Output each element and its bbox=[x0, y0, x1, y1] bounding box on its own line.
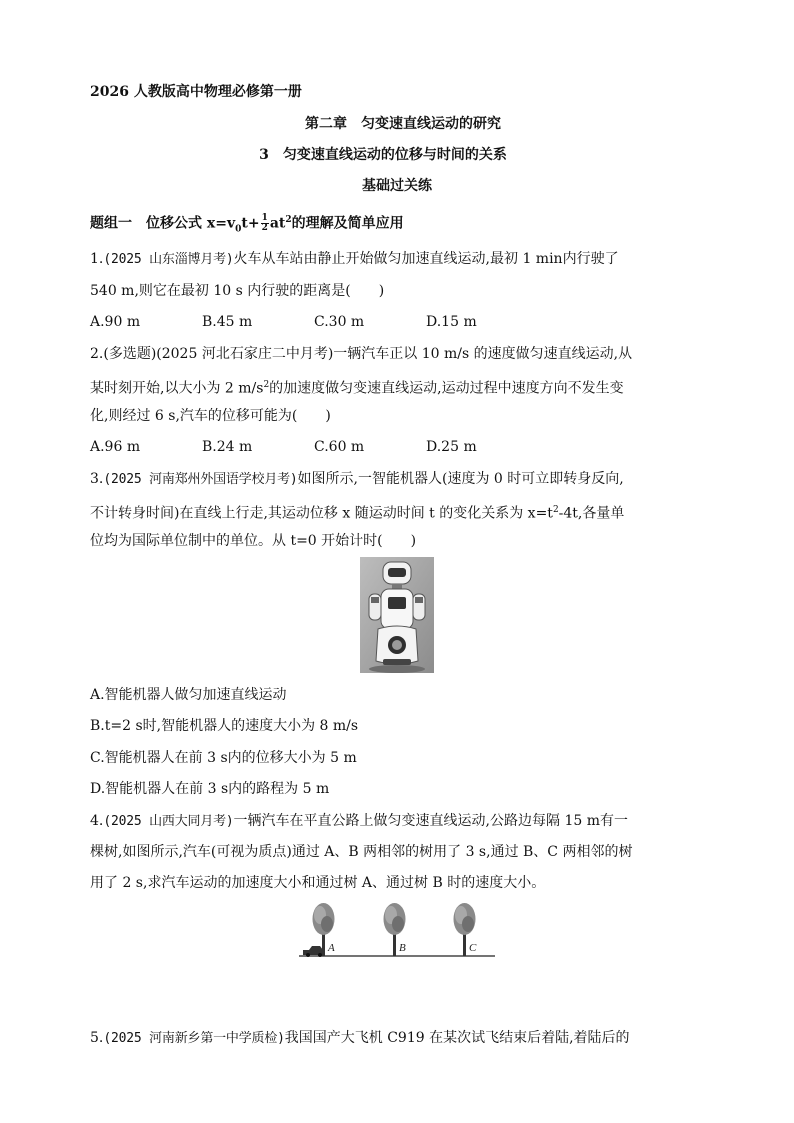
trees-illustration bbox=[295, 895, 500, 961]
q1-option-b: B.45 m bbox=[202, 314, 253, 330]
tree-label-c: C bbox=[469, 942, 477, 954]
q1-option-d: D.15 m bbox=[426, 314, 477, 330]
q3-text1: 如图所示,一智能机器人(速度为 0 时可立即转身反向, bbox=[297, 471, 624, 487]
group-label: 题组一 位移公式 x=v bbox=[90, 215, 236, 232]
q4-number: 4. bbox=[90, 813, 104, 829]
q2-options bbox=[90, 437, 538, 457]
q3-option-d: D.智能机器人在前 3 s内的路程为 5 m bbox=[90, 781, 330, 797]
q3-line1 bbox=[90, 469, 624, 490]
q3-option-b: B.t=2 s时,智能机器人的速度大小为 8 m/s bbox=[90, 718, 359, 734]
q3-option-a: A.智能机器人做匀加速直线运动 bbox=[90, 687, 287, 703]
q2-line2 bbox=[90, 375, 624, 399]
group-suffix: 的理解及简单应用 bbox=[291, 215, 404, 232]
q5-number: 5. bbox=[90, 1030, 104, 1046]
q4-line2: 棵树,如图所示,汽车(可视为质点)通过 A、B 两相邻的树用了 3 s,通过 B、C 两相邻的树 bbox=[90, 844, 633, 860]
frac-denominator: 2 bbox=[261, 223, 268, 234]
q1-number: 1. bbox=[90, 251, 104, 267]
q2-line1 bbox=[90, 344, 632, 364]
q2-option-a: A.96 m bbox=[90, 439, 141, 455]
formula-end: at bbox=[269, 215, 286, 232]
practice-title: 基础过关练 bbox=[362, 178, 432, 194]
q4-text1: 一辆汽车在平直公路上做匀变速直线运动,公路边每隔 15 m有一 bbox=[233, 813, 628, 829]
q3-text2b: -4t,各量单 bbox=[558, 505, 625, 522]
q2-number: 2. bbox=[90, 346, 104, 362]
q2-option-c: C.60 m bbox=[314, 439, 365, 455]
q2-text1: 一辆汽车正以 10 m/s 的速度做匀速直线运动,从 bbox=[333, 346, 633, 362]
q5-line1 bbox=[90, 1028, 630, 1049]
q2-text2a: 某时刻开始,以大小为 2 m/s bbox=[90, 380, 264, 397]
tree-label-b: B bbox=[399, 942, 406, 954]
q1-source: (2025 山东淄博月考) bbox=[103, 252, 234, 267]
q1-option-c: C.30 m bbox=[314, 314, 365, 330]
q4-source: (2025 山西大同月考) bbox=[103, 814, 234, 829]
formula-fraction bbox=[261, 214, 269, 233]
q4-line1 bbox=[90, 811, 628, 832]
q1-line2: 540 m,则它在最初 10 s 内行驶的距离是( ) bbox=[90, 283, 385, 299]
q1-options bbox=[90, 312, 538, 332]
section-title: 3 匀变速直线运动的位移与时间的关系 bbox=[259, 147, 507, 163]
q2-source: (多选题)(2025 河北石家庄二中月考) bbox=[103, 346, 334, 362]
q3-source: (2025 河南郑州外国语学校月考) bbox=[103, 472, 298, 487]
q4-line3: 用了 2 s,求汽车运动的加速度大小和通过树 A、通过树 B 时的速度大小。 bbox=[90, 875, 546, 891]
q2-sup: 2 bbox=[263, 380, 270, 390]
robot-figure bbox=[360, 557, 434, 673]
q5-source: (2025 河南新乡第一中学质检) bbox=[103, 1031, 285, 1046]
group-heading bbox=[90, 210, 404, 239]
q5-text1: 我国国产大飞机 C919 在某次试飞结束后着陆,着陆后的 bbox=[284, 1030, 630, 1046]
q3-line2 bbox=[90, 500, 624, 524]
q3-text2a: 不计转身时间)在直线上行走,其运动位移 x 随运动时间 t 的变化关系为 x=t bbox=[90, 505, 553, 522]
trees-figure bbox=[295, 895, 500, 961]
book-title: 2026 人教版高中物理必修第一册 bbox=[90, 84, 302, 100]
frac-numerator: 1 bbox=[261, 213, 268, 224]
tree-label-a: A bbox=[328, 942, 335, 954]
q3-option-c: C.智能机器人在前 3 s内的位移大小为 5 m bbox=[90, 750, 357, 766]
robot-illustration bbox=[360, 557, 434, 673]
q3-sup: 2 bbox=[552, 505, 559, 515]
formula-sub: 0 bbox=[235, 224, 242, 235]
chapter-title: 第二章 匀变速直线运动的研究 bbox=[305, 116, 501, 132]
q1-text1: 火车从车站由静止开始做匀加速直线运动,最初 1 min内行驶了 bbox=[233, 251, 619, 267]
formula-mid: t+ bbox=[241, 215, 260, 232]
q3-line3: 位均为国际单位制中的单位。从 t=0 开始计时( ) bbox=[90, 533, 417, 549]
q1-option-a: A.90 m bbox=[90, 314, 141, 330]
q2-line3: 化,则经过 6 s,汽车的位移可能为( ) bbox=[90, 408, 331, 424]
q3-number: 3. bbox=[90, 471, 104, 487]
q2-option-b: B.24 m bbox=[202, 439, 253, 455]
q1-line1 bbox=[90, 249, 619, 270]
formula-sup: 2 bbox=[285, 215, 292, 225]
q2-text2b: 的加速度做匀变速直线运动,运动过程中速度方向不发生变 bbox=[269, 380, 624, 397]
q2-option-d: D.25 m bbox=[426, 439, 477, 455]
car-icon bbox=[303, 946, 325, 957]
